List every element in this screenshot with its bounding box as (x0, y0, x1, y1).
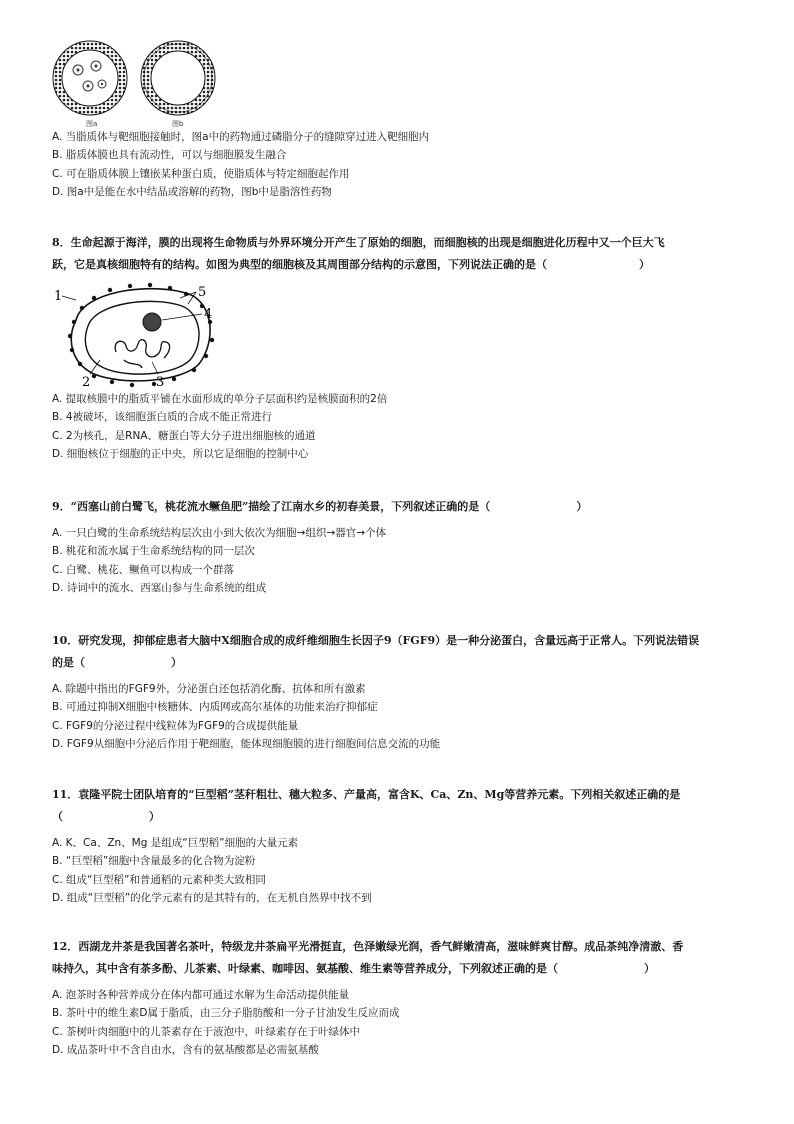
option-d: D. 成品茶叶中不含自由水，含有的氨基酸都是必需氨基酸 (52, 1043, 319, 1056)
option-c: C. FGF9的分泌过程中线粒体为FGF9的合成提供能量 (52, 719, 299, 732)
stem-line-2: 味持久，其中含有茶多酚、儿茶素、叶绿素、咖啡因、氨基酸、维生素等营养成分，下列叙述正确的是（ (52, 962, 558, 975)
stem-line-1: 8．生命起源于海洋，膜的出现将生命物质与外界环境分开产生了原始的细胞，而细胞核的出现是细胞进化历程中又一个巨大飞 (52, 236, 665, 249)
figure-b-caption: 图b (172, 120, 184, 128)
option-a: A. 提取核膜中的脂质平铺在水面形成的单分子层面积约是核膜面积的2倍 (52, 393, 388, 405)
stem-close-paren: ） (149, 810, 160, 823)
stem-line-2: 跃，它是真核细胞特有的结构。如图为典型的细胞核及其周围部分结构的示意图，下列说法正确的是（ (52, 258, 547, 271)
question-9 (52, 496, 742, 597)
question-8-options (52, 390, 742, 463)
label-5: 5 (198, 285, 207, 300)
label-2: 2 (82, 375, 91, 390)
stem-line-1: 12．西湖龙井茶是我国著名茶叶，特级龙井茶扁平光滑挺直，色泽嫩绿光润，香气鲜嫩清高，滋味鲜爽甘醇。成品茶纯净清澈、香 (52, 940, 684, 953)
label-3: 3 (156, 375, 165, 390)
question-10 (52, 630, 742, 753)
liposome-figure (50, 38, 220, 120)
stem-line-1: 9．“西塞山前白鹭飞，桃花流水鳜鱼肥”描绘了江南水乡的初春美景，下列叙述正确的是（ (52, 500, 491, 513)
stem-line-1: 10．研究发现，抑郁症患者大脑中X细胞合成的成纤维细胞生长因子9（FGF9）是一种分泌蛋白，含量远高于正常人。下列说法错误 (52, 634, 700, 647)
option-c: C. 可在脂质体膜上镶嵌某种蛋白质，使脂质体与特定细胞起作用 (52, 167, 350, 180)
option-c: C. 茶树叶肉细胞中的儿茶素存在于液泡中，叶绿素存在于叶绿体中 (52, 1025, 361, 1038)
question-11 (52, 784, 742, 907)
question-stem (52, 630, 742, 674)
option-c: C. 组成“巨型稻”和普通稻的元素种类大致相同 (52, 873, 266, 886)
option-d: D. 细胞核位于细胞的正中央，所以它是细胞的控制中心 (52, 447, 309, 460)
option-d: D. 诗词中的流水、西塞山参与生命系统的组成 (52, 581, 267, 594)
option-b: B. 茶叶中的维生素D属于脂质，由三分子脂肪酸和一分子甘油发生反应而成 (52, 1007, 400, 1020)
option-a: A. 当脂质体与靶细胞接触时，图a中的药物通过磷脂分子的缝隙穿过进入靶细胞内 (52, 131, 430, 143)
question-8 (52, 232, 742, 282)
question-stem (52, 232, 742, 276)
stem-close-paren: ） (644, 962, 655, 975)
option-b: B. 4被破坏，该细胞蛋白质的合成不能正常进行 (52, 411, 273, 424)
option-d: D. 图a中是能在水中结晶或溶解的药物，图b中是脂溶性药物 (52, 185, 332, 198)
option-a: A. K、Ca、Zn、Mg 是组成“巨型稻”细胞的大量元素 (52, 837, 299, 849)
option-b: B. 桃花和流水属于生命系统结构的同一层次 (52, 545, 255, 558)
question-stem (52, 936, 742, 980)
question-12 (52, 936, 742, 1059)
nuclear-envelope (85, 301, 199, 374)
option-b: B. 可通过抑制X细胞中核糖体、内质网或高尔基体的功能来治疗抑郁症 (52, 701, 378, 714)
stem-close-paren: ） (576, 500, 588, 513)
question-stem (52, 784, 742, 828)
option-a: A. 一只白鹭的生命系统结构层次由小到大依次为细胞→组织→器官→个体 (52, 527, 387, 539)
question-7-options (52, 128, 742, 201)
question-stem (52, 496, 742, 518)
nucleolus (143, 313, 161, 331)
liposome-b (141, 41, 215, 115)
option-d: D. 组成“巨型稻”的化学元素有的是其特有的，在无机自然界中找不到 (52, 891, 372, 904)
label-1: 1 (54, 289, 63, 304)
option-b: B. 脂质体膜也具有流动性，可以与细胞膜发生融合 (52, 149, 287, 162)
stem-line-1: 11．袁隆平院士团队培育的“巨型稻”茎秆粗壮、穗大粒多、产量高，富含K、Ca、Zn、Mg等营养元素。下列相关叙述正确的是 (52, 788, 681, 801)
stem-line-2: 的是（ (52, 656, 85, 669)
option-b: B. “巨型稻”细胞中含量最多的化合物为淀粉 (52, 855, 256, 868)
chromatin (115, 340, 169, 368)
option-c: C. 白鹭、桃花、鳜鱼可以构成一个群落 (52, 563, 235, 576)
option-d: D. FGF9从细胞中分泌后作用于靶细胞，能体现细胞膜的进行细胞间信息交流的功能 (52, 737, 441, 750)
liposome-a (53, 41, 127, 115)
option-a: A. 除题中指出的FGF9外，分泌蛋白还包括消化酶、抗体和所有激素 (52, 683, 366, 695)
nucleus-figure (54, 282, 224, 390)
option-a: A. 泡茶时各种营养成分在体内都可通过水解为生命活动提供能量 (52, 989, 350, 1001)
label-4: 4 (204, 307, 213, 322)
stem-line-2: （ (52, 810, 63, 823)
figure-a-caption: 图a (86, 120, 98, 128)
stem-close-paren: ） (171, 656, 182, 669)
stem-close-paren: ） (639, 258, 650, 271)
option-c: C. 2为核孔，是RNA、糖蛋白等大分子进出细胞核的通道 (52, 429, 316, 442)
